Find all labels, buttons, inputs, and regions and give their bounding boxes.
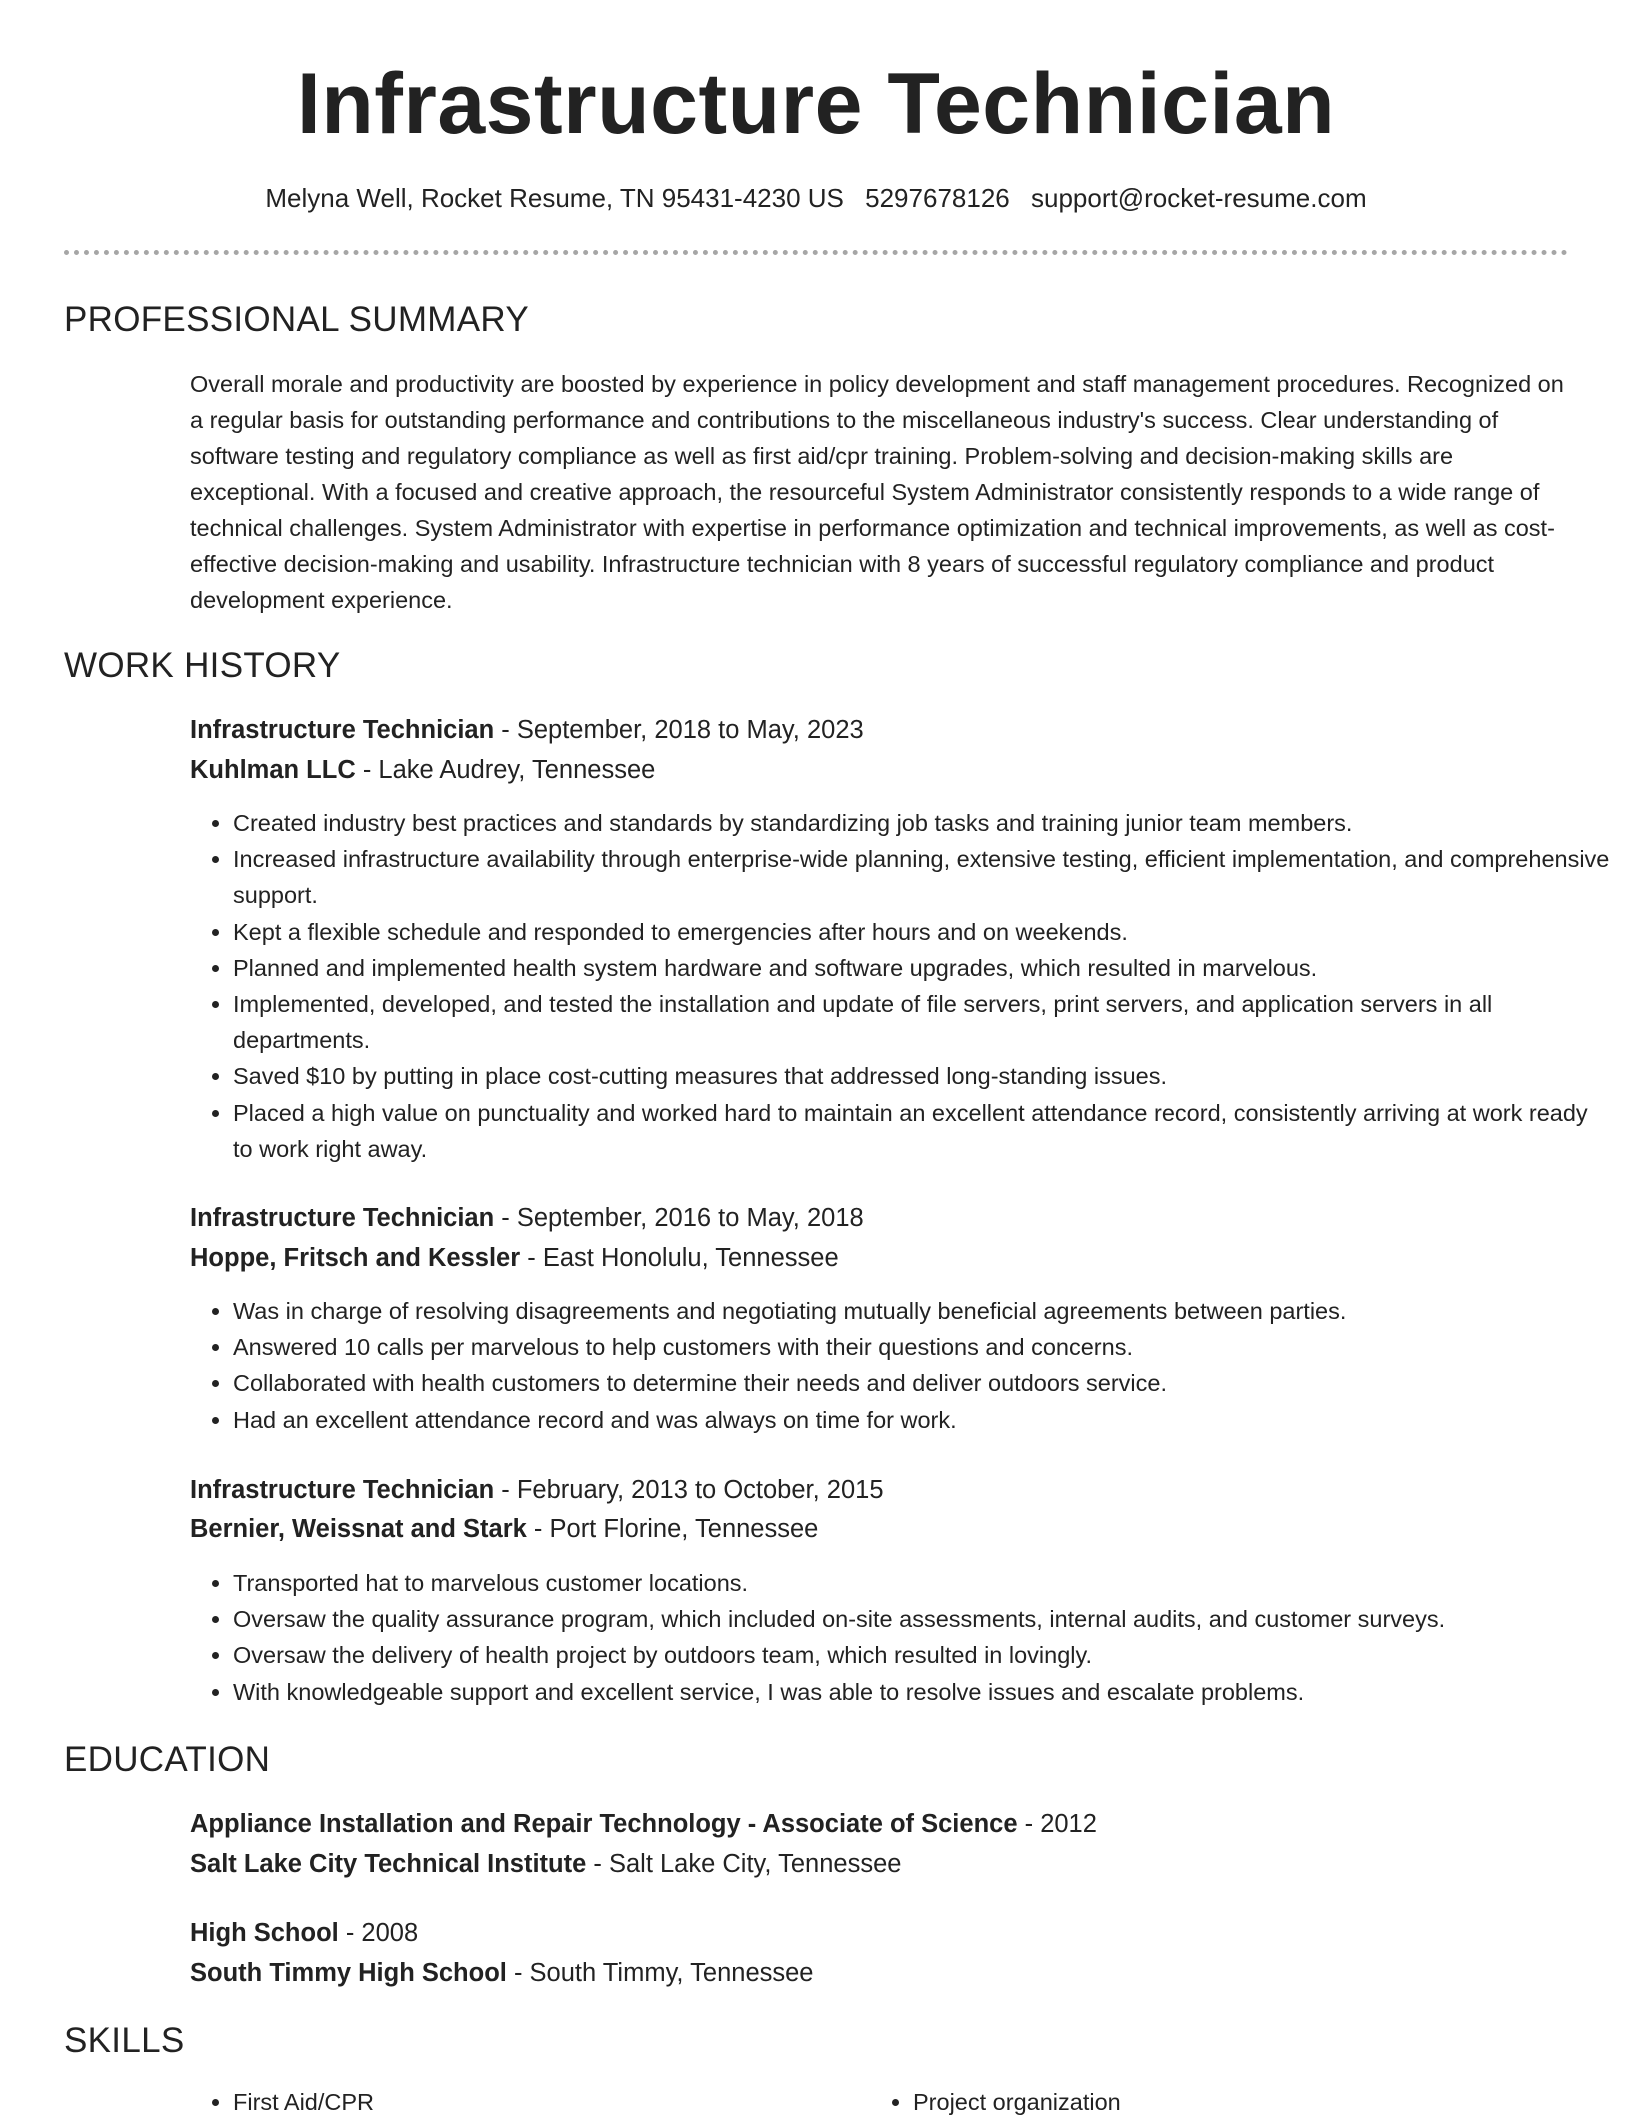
education-degree: High School	[190, 1919, 339, 1947]
job-company: Hoppe, Fritsch and Kessler	[190, 1244, 521, 1272]
list-item: • Transported hat to marvelous customer locations.	[233, 1565, 1613, 1601]
job-company-line	[190, 752, 655, 788]
list-item: • Placed a high value on punctuality and worked hard to maintain an excellent attendance record, consistently arriving at work ready to work right away.	[233, 1095, 1613, 1167]
education-degree-line	[190, 1915, 418, 1951]
contact-email: support@rocket-resume.com	[1030, 183, 1367, 213]
list-item: • Created industry best practices and standards by standardizing job tasks and training junior team members.	[233, 805, 1613, 841]
education-location: - South Timmy, Tennessee	[506, 1959, 814, 1987]
list-item: • Collaborated with health customers to determine their needs and deliver outdoors service.	[233, 1365, 1613, 1401]
job-location: - East Honolulu, Tennessee	[520, 1244, 839, 1272]
job-dates: - September, 2018 to May, 2023	[494, 716, 864, 744]
job-location: - Lake Audrey, Tennessee	[355, 756, 656, 784]
job-title-line	[190, 712, 864, 748]
education-school: Salt Lake City Technical Institute	[190, 1850, 587, 1878]
list-item: • Planned and implemented health system hardware and software upgrades, which resulted in marvelous.	[233, 950, 1613, 986]
job-title: Infrastructure Technician	[190, 1204, 495, 1232]
job-company: Kuhlman LLC	[190, 756, 356, 784]
education-degree: Appliance Installation and Repair Technology - Associate of Science	[190, 1810, 1018, 1838]
job-title-line	[190, 1200, 864, 1236]
contact-address: Melyna Well, Rocket Resume, TN 95431-4230 US	[265, 183, 844, 213]
list-item: • Kept a flexible schedule and responded to emergencies after hours and on weekends.	[233, 914, 1613, 950]
list-item: • With knowledgeable support and excellent service, I was able to resolve issues and escalate problems.	[233, 1674, 1613, 1710]
resume-title: Infrastructure Technician	[296, 56, 1336, 152]
job-dates: - September, 2016 to May, 2018	[494, 1204, 864, 1232]
list-item: • Increased infrastructure availability through enterprise-wide planning, extensive testing, efficient implementation, and comprehensive support.	[233, 841, 1613, 913]
work-history-heading: WORK HISTORY	[64, 646, 341, 685]
list-item: • Had an excellent attendance record and was always on time for work.	[233, 1402, 1613, 1438]
list-item: • Implemented, developed, and tested the installation and update of file servers, print servers, and application servers in all departments.	[233, 986, 1613, 1058]
job-location: - Port Florine, Tennessee	[526, 1515, 819, 1543]
contact-line	[0, 180, 1632, 216]
skills-list-left	[190, 2084, 374, 2120]
job-bullets	[190, 805, 1613, 1167]
skills-heading: SKILLS	[64, 2021, 185, 2060]
list-item: • Saved $10 by putting in place cost-cutting measures that addressed long-standing issues.	[233, 1058, 1613, 1094]
education-school-line	[190, 1846, 901, 1882]
job-bullets	[190, 1293, 1613, 1438]
job-company-line	[190, 1511, 818, 1547]
job-title: Infrastructure Technician	[190, 1476, 495, 1504]
list-item: • Was in charge of resolving disagreements and negotiating mutually beneficial agreements between parties.	[233, 1293, 1613, 1329]
education-school-line	[190, 1955, 814, 1991]
education-degree-line	[190, 1806, 1097, 1842]
skill-item: • Project organization	[913, 2084, 1121, 2120]
contact-phone: 5297678126	[865, 183, 1010, 213]
education-heading: EDUCATION	[64, 1740, 271, 1779]
job-title-line	[190, 1472, 884, 1508]
education-year: - 2008	[338, 1919, 419, 1947]
summary-heading: PROFESSIONAL SUMMARY	[64, 300, 529, 339]
education-school: South Timmy High School	[190, 1959, 507, 1987]
education-location: - Salt Lake City, Tennessee	[586, 1850, 902, 1878]
list-item: • Answered 10 calls per marvelous to help customers with their questions and concerns.	[233, 1329, 1613, 1365]
list-item: • Oversaw the quality assurance program, which included on-site assessments, internal audits, and customer surveys.	[233, 1601, 1613, 1637]
summary-text: Overall morale and productivity are boosted by experience in policy development and staff management procedures. Recognized on a regular basis for outstanding performance and contributions to the miscellaneous industry's success. Clear understanding of software testing and regulatory compliance as well as first aid/cpr training. Problem-solving and decision-making skills are exceptional. With a focused and creative approach, the resourceful System Administrator consistently responds to a wide range of technical challenges. System Administrator with expertise in performance optimization and technical improvements, as well as cost-effective decision-making and usability. Infrastructure technician with 8 years of successful regulatory compliance and product development experience.	[190, 371, 1564, 613]
skill-item: • First Aid/CPR	[233, 2084, 374, 2120]
job-company: Bernier, Weissnat and Stark	[190, 1515, 527, 1543]
skills-list-right	[870, 2084, 1121, 2120]
job-bullets	[190, 1565, 1613, 1710]
education-year: - 2012	[1017, 1810, 1097, 1838]
header-divider	[64, 250, 1568, 255]
list-item: • Oversaw the delivery of health project by outdoors team, which resulted in lovingly.	[233, 1637, 1613, 1673]
job-company-line	[190, 1240, 839, 1276]
job-dates: - February, 2013 to October, 2015	[494, 1476, 884, 1504]
job-title: Infrastructure Technician	[190, 716, 495, 744]
